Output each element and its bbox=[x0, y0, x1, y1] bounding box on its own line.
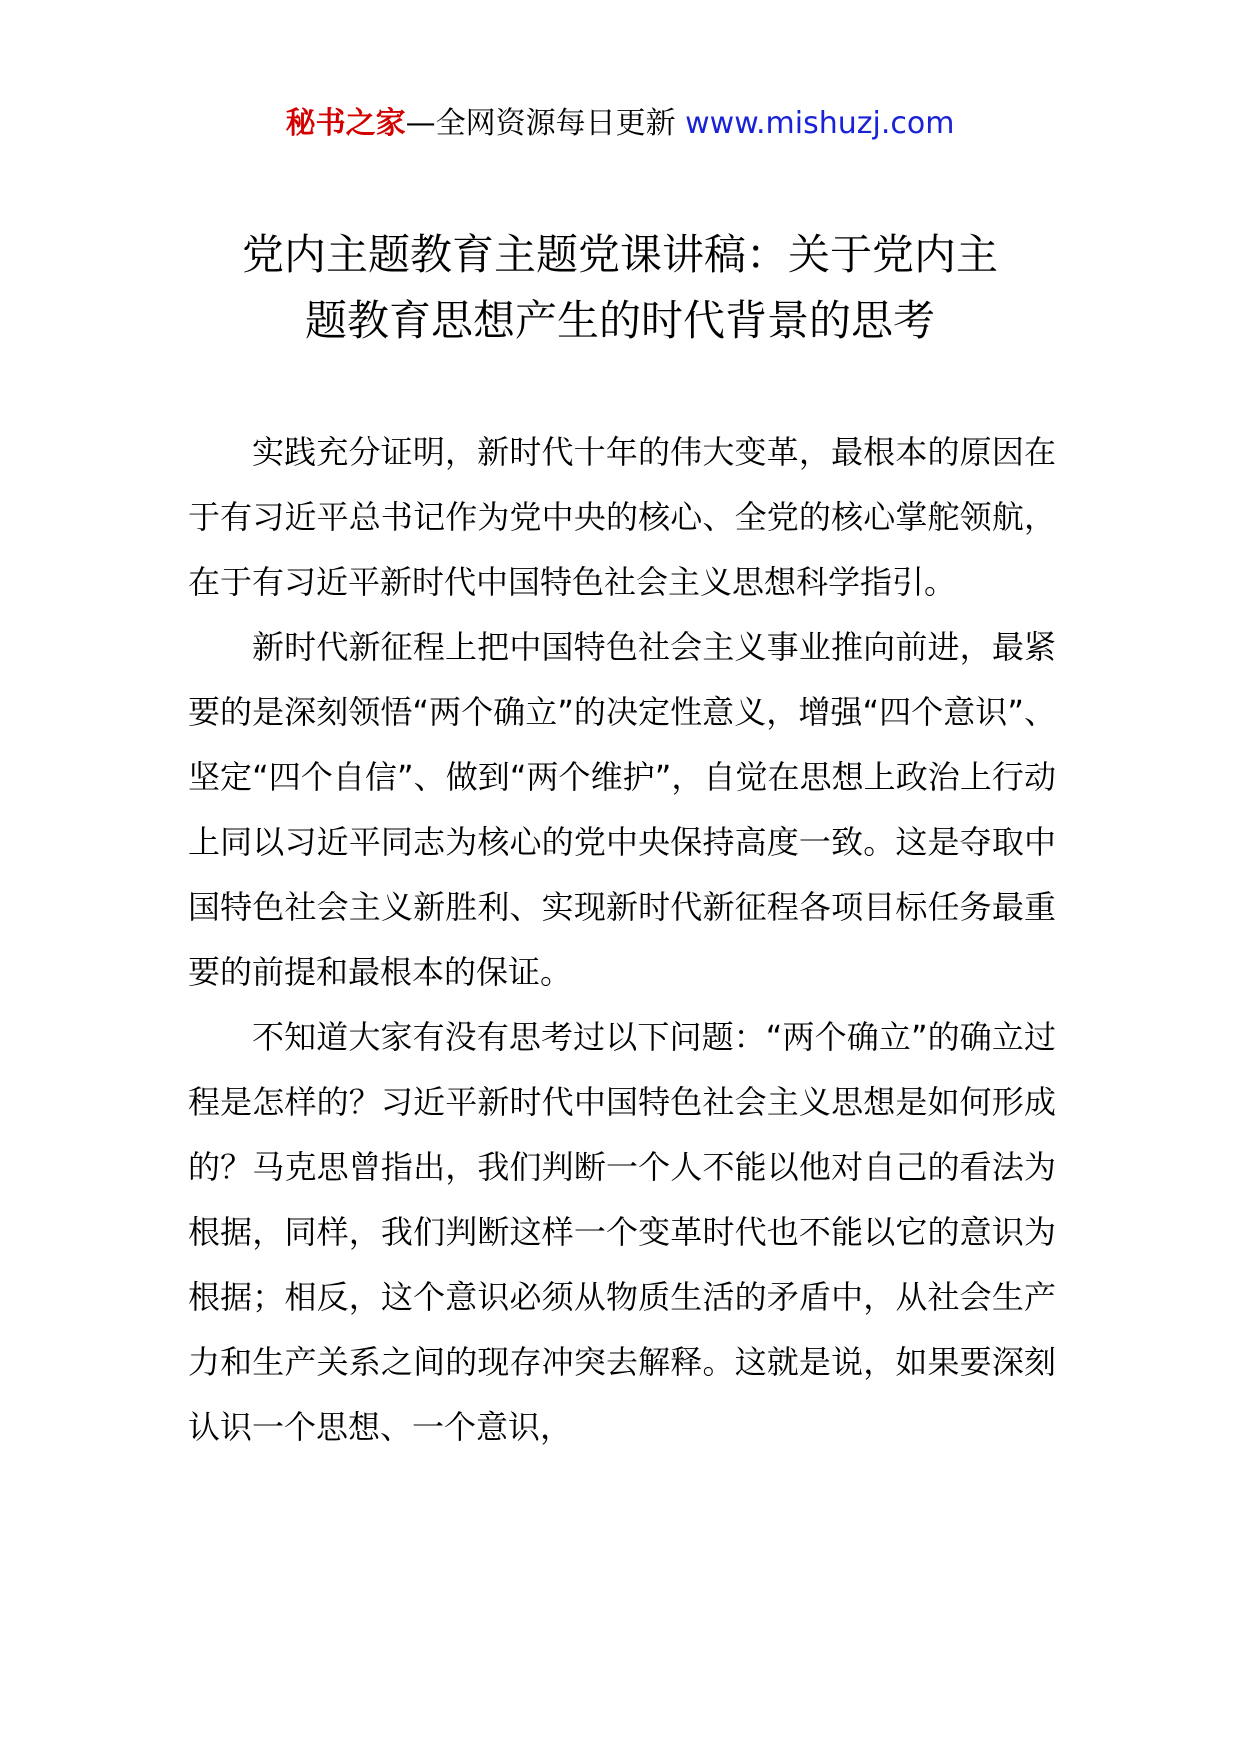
document-title bbox=[150, 222, 1090, 354]
site-header bbox=[0, 100, 1240, 148]
title-line-2: 题教育思想产生的时代背景的思考 bbox=[304, 296, 935, 345]
site-url-link[interactable]: www.mishuzj.com bbox=[685, 106, 955, 141]
brand-name: 秘书之家 bbox=[285, 106, 406, 141]
document-body bbox=[188, 420, 1056, 1460]
paragraph-2: 新时代新征程上把中国特色社会主义事业推向前进，最紧要的是深刻领悟“两个确立”的决定性意义，增强“四个意识”、坚定“四个自信”、做到“两个维护”，自觉在思想上政治上行动上同以习近平同志为核心的党中央保持高度一致。这是夺取中国特色社会主义新胜利、实现新时代新征程各项目标任务最重要的前提和最根本的保证。 bbox=[188, 628, 1056, 991]
paragraph-3: 不知道大家有没有思考过以下问题：“两个确立”的确立过程是怎样的？习近平新时代中国特色社会主义思想是如何形成的？马克思曾指出，我们判断一个人不能以他对自己的看法为根据，同样，我们判断这样一个变革时代也不能以它的意识为根据；相反，这个意识必须从物质生活的矛盾中，从社会生产力和生产关系之间的现存冲突去解释。这就是说，如果要深刻认识一个思想、一个意识， bbox=[188, 1018, 1056, 1446]
paragraph-1: 实践充分证明，新时代十年的伟大变革，最根本的原因在于有习近平总书记作为党中央的核心、全党的核心掌舵领航，在于有习近平新时代中国特色社会主义思想科学指引。 bbox=[188, 433, 1056, 601]
title-line-1: 党内主题教育主题党课讲稿：关于党内主 bbox=[241, 230, 998, 279]
header-tagline: —全网资源每日更新 bbox=[405, 106, 686, 141]
